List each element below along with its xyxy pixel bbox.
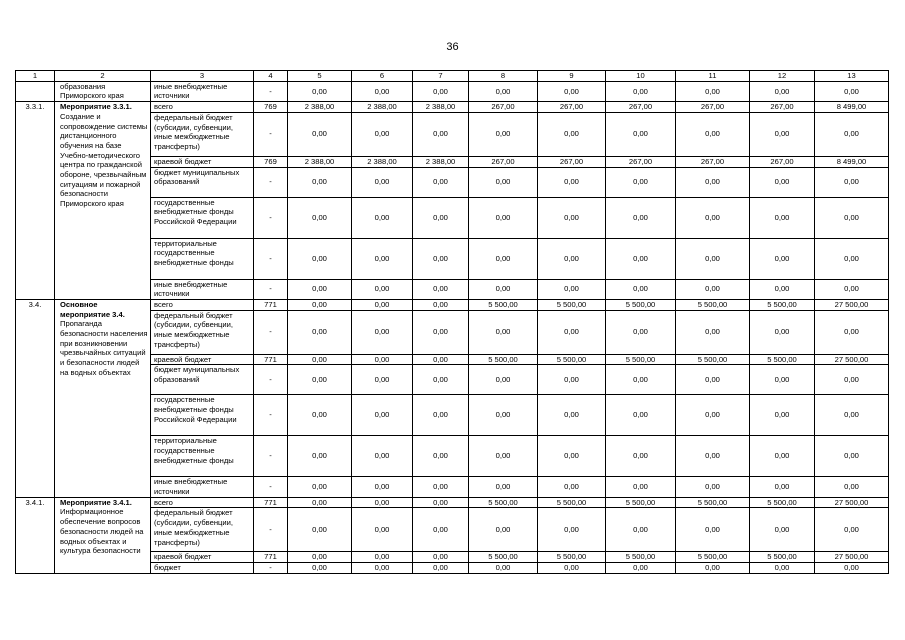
amount-cell: 0,00 xyxy=(352,354,413,365)
amount-cell: 0,00 xyxy=(352,197,413,238)
amount-cell: 5 500,00 xyxy=(469,354,538,365)
column-header: 13 xyxy=(815,71,889,82)
amount-cell: 0,00 xyxy=(352,238,413,279)
amount-cell: 0,00 xyxy=(606,365,676,395)
amount-cell: 0,00 xyxy=(750,238,815,279)
amount-cell: 0,00 xyxy=(413,167,469,197)
amount-cell: 0,00 xyxy=(288,436,352,477)
funding-source: федеральный бюджет (субсидии, субвенции, иные межбюджетные трансферты) xyxy=(151,112,254,156)
amount-cell: 0,00 xyxy=(352,365,413,395)
activity-description: Создание и сопровождение системы дистанционного обучения на базе Учебно-методического центра по гражданской обороне, чрезвычайным ситуациям и пожарной безопасности Приморского края xyxy=(60,111,148,209)
amount-cell: 267,00 xyxy=(606,102,676,113)
amount-cell: 0,00 xyxy=(750,563,815,574)
amount-cell: 0,00 xyxy=(413,395,469,436)
amount-cell: 0,00 xyxy=(352,310,413,354)
funding-source: всего xyxy=(151,497,254,508)
amount-cell: 0,00 xyxy=(288,477,352,497)
amount-cell: 5 500,00 xyxy=(676,552,750,563)
amount-cell: 0,00 xyxy=(413,238,469,279)
amount-cell: 267,00 xyxy=(538,156,606,167)
column-header: 9 xyxy=(538,71,606,82)
funding-source: федеральный бюджет (субсидии, субвенции, иные межбюджетные трансферты) xyxy=(151,310,254,354)
column-header: 3 xyxy=(151,71,254,82)
amount-cell: 0,00 xyxy=(288,395,352,436)
amount-cell: 0,00 xyxy=(469,508,538,552)
amount-cell: 5 500,00 xyxy=(750,552,815,563)
amount-cell: 0,00 xyxy=(538,112,606,156)
amount-cell: 0,00 xyxy=(352,112,413,156)
amount-cell: 5 500,00 xyxy=(606,354,676,365)
amount-cell: 0,00 xyxy=(606,310,676,354)
row-number: 3.4.1. xyxy=(16,497,55,573)
budget-code: - xyxy=(254,477,288,497)
table-row xyxy=(16,497,889,508)
amount-cell: 0,00 xyxy=(288,563,352,574)
funding-source: всего xyxy=(151,102,254,113)
amount-cell: 0,00 xyxy=(538,563,606,574)
amount-cell: 5 500,00 xyxy=(606,497,676,508)
amount-cell: 2 388,00 xyxy=(288,102,352,113)
activity-title: Мероприятие 3.4.1. xyxy=(60,497,132,507)
budget-code: 769 xyxy=(254,156,288,167)
amount-cell: 0,00 xyxy=(288,279,352,299)
amount-cell: 0,00 xyxy=(815,167,889,197)
budget-code: - xyxy=(254,365,288,395)
amount-cell: 0,00 xyxy=(538,436,606,477)
amount-cell: 0,00 xyxy=(750,81,815,101)
amount-cell: 0,00 xyxy=(606,197,676,238)
budget-code: 771 xyxy=(254,497,288,508)
amount-cell: 5 500,00 xyxy=(538,552,606,563)
amount-cell: 0,00 xyxy=(288,197,352,238)
header-row xyxy=(16,71,889,82)
amount-cell: 0,00 xyxy=(676,365,750,395)
column-header: 5 xyxy=(288,71,352,82)
amount-cell: 0,00 xyxy=(676,167,750,197)
amount-cell: 0,00 xyxy=(815,238,889,279)
amount-cell: 0,00 xyxy=(288,508,352,552)
column-header: 8 xyxy=(469,71,538,82)
budget-code: - xyxy=(254,563,288,574)
amount-cell: 0,00 xyxy=(288,354,352,365)
table-row xyxy=(16,299,889,310)
column-header: 10 xyxy=(606,71,676,82)
amount-cell: 0,00 xyxy=(413,508,469,552)
amount-cell: 5 500,00 xyxy=(469,552,538,563)
amount-cell: 0,00 xyxy=(469,563,538,574)
amount-cell: 0,00 xyxy=(469,436,538,477)
funding-source: бюджет муниципальных образований xyxy=(151,365,254,395)
column-header: 11 xyxy=(676,71,750,82)
activity-description: Информационное обеспечение вопросов безопасности людей на водных объектах и культура безопасности xyxy=(60,507,144,556)
amount-cell: 0,00 xyxy=(676,563,750,574)
amount-cell: 0,00 xyxy=(750,167,815,197)
amount-cell: 0,00 xyxy=(538,81,606,101)
amount-cell: 267,00 xyxy=(676,156,750,167)
budget-code: - xyxy=(254,197,288,238)
amount-cell: 27 500,00 xyxy=(815,354,889,365)
amount-cell: 0,00 xyxy=(288,365,352,395)
page-number: 36 xyxy=(446,41,459,53)
amount-cell: 0,00 xyxy=(750,477,815,497)
amount-cell: 0,00 xyxy=(352,508,413,552)
amount-cell: 0,00 xyxy=(606,81,676,101)
amount-cell: 267,00 xyxy=(538,102,606,113)
amount-cell: 0,00 xyxy=(750,197,815,238)
amount-cell: 5 500,00 xyxy=(676,299,750,310)
amount-cell: 267,00 xyxy=(750,156,815,167)
amount-cell: 5 500,00 xyxy=(676,497,750,508)
amount-cell: 0,00 xyxy=(676,279,750,299)
amount-cell: 0,00 xyxy=(676,112,750,156)
budget-code: - xyxy=(254,508,288,552)
amount-cell: 0,00 xyxy=(413,477,469,497)
amount-cell: 0,00 xyxy=(413,112,469,156)
amount-cell: 2 388,00 xyxy=(352,156,413,167)
amount-cell: 27 500,00 xyxy=(815,299,889,310)
amount-cell: 0,00 xyxy=(750,365,815,395)
amount-cell: 267,00 xyxy=(750,102,815,113)
amount-cell: 0,00 xyxy=(538,310,606,354)
amount-cell: 0,00 xyxy=(606,279,676,299)
funding-source: федеральный бюджет (субсидии, субвенции, иные межбюджетные трансферты) xyxy=(151,508,254,552)
activity-name xyxy=(55,102,151,300)
funding-source: иные внебюджетные источники xyxy=(151,477,254,497)
amount-cell: 5 500,00 xyxy=(750,497,815,508)
funding-source: территориальные государственные внебюджетные фонды xyxy=(151,238,254,279)
activity-title: Мероприятие 3.3.1. xyxy=(60,102,132,112)
amount-cell: 0,00 xyxy=(750,436,815,477)
funding-source: иные внебюджетные источники xyxy=(151,81,254,101)
amount-cell: 5 500,00 xyxy=(750,354,815,365)
amount-cell: 0,00 xyxy=(413,81,469,101)
column-header: 6 xyxy=(352,71,413,82)
table-row xyxy=(16,81,889,101)
amount-cell: 2 388,00 xyxy=(352,102,413,113)
activity-title: Основное мероприятие 3.4. xyxy=(60,299,125,319)
amount-cell: 0,00 xyxy=(676,197,750,238)
funding-source: бюджет муниципальных образований xyxy=(151,167,254,197)
amount-cell: 0,00 xyxy=(815,112,889,156)
amount-cell: 0,00 xyxy=(288,238,352,279)
funding-source: краевой бюджет xyxy=(151,156,254,167)
amount-cell: 0,00 xyxy=(413,563,469,574)
amount-cell: 0,00 xyxy=(413,310,469,354)
amount-cell: 0,00 xyxy=(815,395,889,436)
amount-cell: 0,00 xyxy=(750,395,815,436)
amount-cell: 0,00 xyxy=(606,112,676,156)
amount-cell: 0,00 xyxy=(352,299,413,310)
amount-cell: 0,00 xyxy=(606,395,676,436)
funding-source: территориальные государственные внебюджетные фонды xyxy=(151,436,254,477)
amount-cell: 2 388,00 xyxy=(288,156,352,167)
amount-cell: 0,00 xyxy=(288,167,352,197)
amount-cell: 0,00 xyxy=(750,508,815,552)
amount-cell: 0,00 xyxy=(288,81,352,101)
amount-cell: 5 500,00 xyxy=(469,497,538,508)
amount-cell: 0,00 xyxy=(815,197,889,238)
amount-cell: 0,00 xyxy=(352,477,413,497)
amount-cell: 5 500,00 xyxy=(606,552,676,563)
activity-name xyxy=(55,497,151,573)
amount-cell: 0,00 xyxy=(469,395,538,436)
budget-code: - xyxy=(254,310,288,354)
amount-cell: 0,00 xyxy=(469,477,538,497)
amount-cell: 0,00 xyxy=(413,497,469,508)
amount-cell: 0,00 xyxy=(413,552,469,563)
funding-source: всего xyxy=(151,299,254,310)
amount-cell: 0,00 xyxy=(676,477,750,497)
budget-code: - xyxy=(254,436,288,477)
amount-cell: 0,00 xyxy=(413,354,469,365)
column-header: 1 xyxy=(16,71,55,82)
amount-cell: 267,00 xyxy=(469,102,538,113)
amount-cell: 0,00 xyxy=(538,197,606,238)
budget-code: 771 xyxy=(254,299,288,310)
amount-cell: 0,00 xyxy=(352,497,413,508)
amount-cell: 0,00 xyxy=(352,279,413,299)
amount-cell: 0,00 xyxy=(413,436,469,477)
funding-source: краевой бюджет xyxy=(151,552,254,563)
amount-cell: 0,00 xyxy=(469,365,538,395)
funding-source: иные внебюджетные источники xyxy=(151,279,254,299)
amount-cell: 0,00 xyxy=(352,552,413,563)
budget-code: 769 xyxy=(254,102,288,113)
amount-cell: 0,00 xyxy=(538,238,606,279)
amount-cell: 0,00 xyxy=(606,238,676,279)
column-header: 4 xyxy=(254,71,288,82)
amount-cell: 8 499,00 xyxy=(815,156,889,167)
amount-cell: 0,00 xyxy=(288,112,352,156)
amount-cell: 2 388,00 xyxy=(413,156,469,167)
amount-cell: 0,00 xyxy=(469,310,538,354)
amount-cell: 267,00 xyxy=(469,156,538,167)
activity-name xyxy=(55,299,151,497)
amount-cell: 0,00 xyxy=(352,167,413,197)
budget-code: - xyxy=(254,112,288,156)
funding-source: государственные внебюджетные фонды Российской Федерации xyxy=(151,197,254,238)
amount-cell: 0,00 xyxy=(815,477,889,497)
funding-source: государственные внебюджетные фонды Российской Федерации xyxy=(151,395,254,436)
table-row xyxy=(16,102,889,113)
amount-cell: 5 500,00 xyxy=(750,299,815,310)
amount-cell: 0,00 xyxy=(288,299,352,310)
amount-cell: 0,00 xyxy=(538,167,606,197)
row-number xyxy=(16,81,55,101)
amount-cell: 0,00 xyxy=(676,395,750,436)
amount-cell: 0,00 xyxy=(750,310,815,354)
amount-cell: 0,00 xyxy=(469,112,538,156)
amount-cell: 5 500,00 xyxy=(606,299,676,310)
budget-code: - xyxy=(254,238,288,279)
funding-source: бюджет xyxy=(151,563,254,574)
amount-cell: 0,00 xyxy=(815,508,889,552)
amount-cell: 0,00 xyxy=(413,197,469,238)
amount-cell: 27 500,00 xyxy=(815,497,889,508)
amount-cell: 0,00 xyxy=(352,81,413,101)
amount-cell: 0,00 xyxy=(676,508,750,552)
amount-cell: 0,00 xyxy=(413,299,469,310)
funding-source: краевой бюджет xyxy=(151,354,254,365)
amount-cell: 0,00 xyxy=(750,112,815,156)
amount-cell: 5 500,00 xyxy=(538,299,606,310)
amount-cell: 0,00 xyxy=(676,436,750,477)
amount-cell: 0,00 xyxy=(288,310,352,354)
amount-cell: 0,00 xyxy=(606,436,676,477)
amount-cell: 0,00 xyxy=(352,436,413,477)
amount-cell: 0,00 xyxy=(538,508,606,552)
amount-cell: 267,00 xyxy=(676,102,750,113)
budget-code: - xyxy=(254,167,288,197)
amount-cell: 8 499,00 xyxy=(815,102,889,113)
amount-cell: 0,00 xyxy=(469,167,538,197)
amount-cell: 0,00 xyxy=(413,365,469,395)
amount-cell: 0,00 xyxy=(288,552,352,563)
budget-code: 771 xyxy=(254,354,288,365)
amount-cell: 0,00 xyxy=(606,508,676,552)
row-number: 3.3.1. xyxy=(16,102,55,300)
column-header: 7 xyxy=(413,71,469,82)
budget-code: 771 xyxy=(254,552,288,563)
amount-cell: 5 500,00 xyxy=(538,354,606,365)
budget-table xyxy=(15,70,889,574)
amount-cell: 0,00 xyxy=(815,310,889,354)
amount-cell: 5 500,00 xyxy=(469,299,538,310)
amount-cell: 0,00 xyxy=(538,279,606,299)
amount-cell: 267,00 xyxy=(606,156,676,167)
amount-cell: 0,00 xyxy=(606,563,676,574)
amount-cell: 0,00 xyxy=(538,365,606,395)
amount-cell: 0,00 xyxy=(538,395,606,436)
amount-cell: 0,00 xyxy=(538,477,606,497)
column-header: 12 xyxy=(750,71,815,82)
amount-cell: 0,00 xyxy=(606,167,676,197)
amount-cell: 0,00 xyxy=(750,279,815,299)
row-number: 3.4. xyxy=(16,299,55,497)
amount-cell: 0,00 xyxy=(352,563,413,574)
budget-code: - xyxy=(254,395,288,436)
amount-cell: 0,00 xyxy=(469,81,538,101)
amount-cell: 0,00 xyxy=(469,238,538,279)
amount-cell: 0,00 xyxy=(815,279,889,299)
amount-cell: 0,00 xyxy=(815,365,889,395)
amount-cell: 0,00 xyxy=(288,497,352,508)
budget-code: - xyxy=(254,81,288,101)
activity-description: Пропаганда безопасности населения при возникновении чрезвычайных ситуаций и безопасности людей на водных объектах xyxy=(60,319,148,377)
column-header: 2 xyxy=(55,71,151,82)
amount-cell: 0,00 xyxy=(413,279,469,299)
amount-cell: 27 500,00 xyxy=(815,552,889,563)
amount-cell: 0,00 xyxy=(352,395,413,436)
amount-cell: 0,00 xyxy=(676,310,750,354)
amount-cell: 0,00 xyxy=(815,81,889,101)
budget-code: - xyxy=(254,279,288,299)
amount-cell: 0,00 xyxy=(469,197,538,238)
amount-cell: 0,00 xyxy=(606,477,676,497)
amount-cell: 0,00 xyxy=(815,436,889,477)
amount-cell: 0,00 xyxy=(676,81,750,101)
amount-cell: 0,00 xyxy=(676,238,750,279)
amount-cell: 0,00 xyxy=(815,563,889,574)
amount-cell: 5 500,00 xyxy=(676,354,750,365)
amount-cell: 0,00 xyxy=(469,279,538,299)
amount-cell: 2 388,00 xyxy=(413,102,469,113)
activity-name: образования Приморского края xyxy=(55,81,151,101)
amount-cell: 5 500,00 xyxy=(538,497,606,508)
